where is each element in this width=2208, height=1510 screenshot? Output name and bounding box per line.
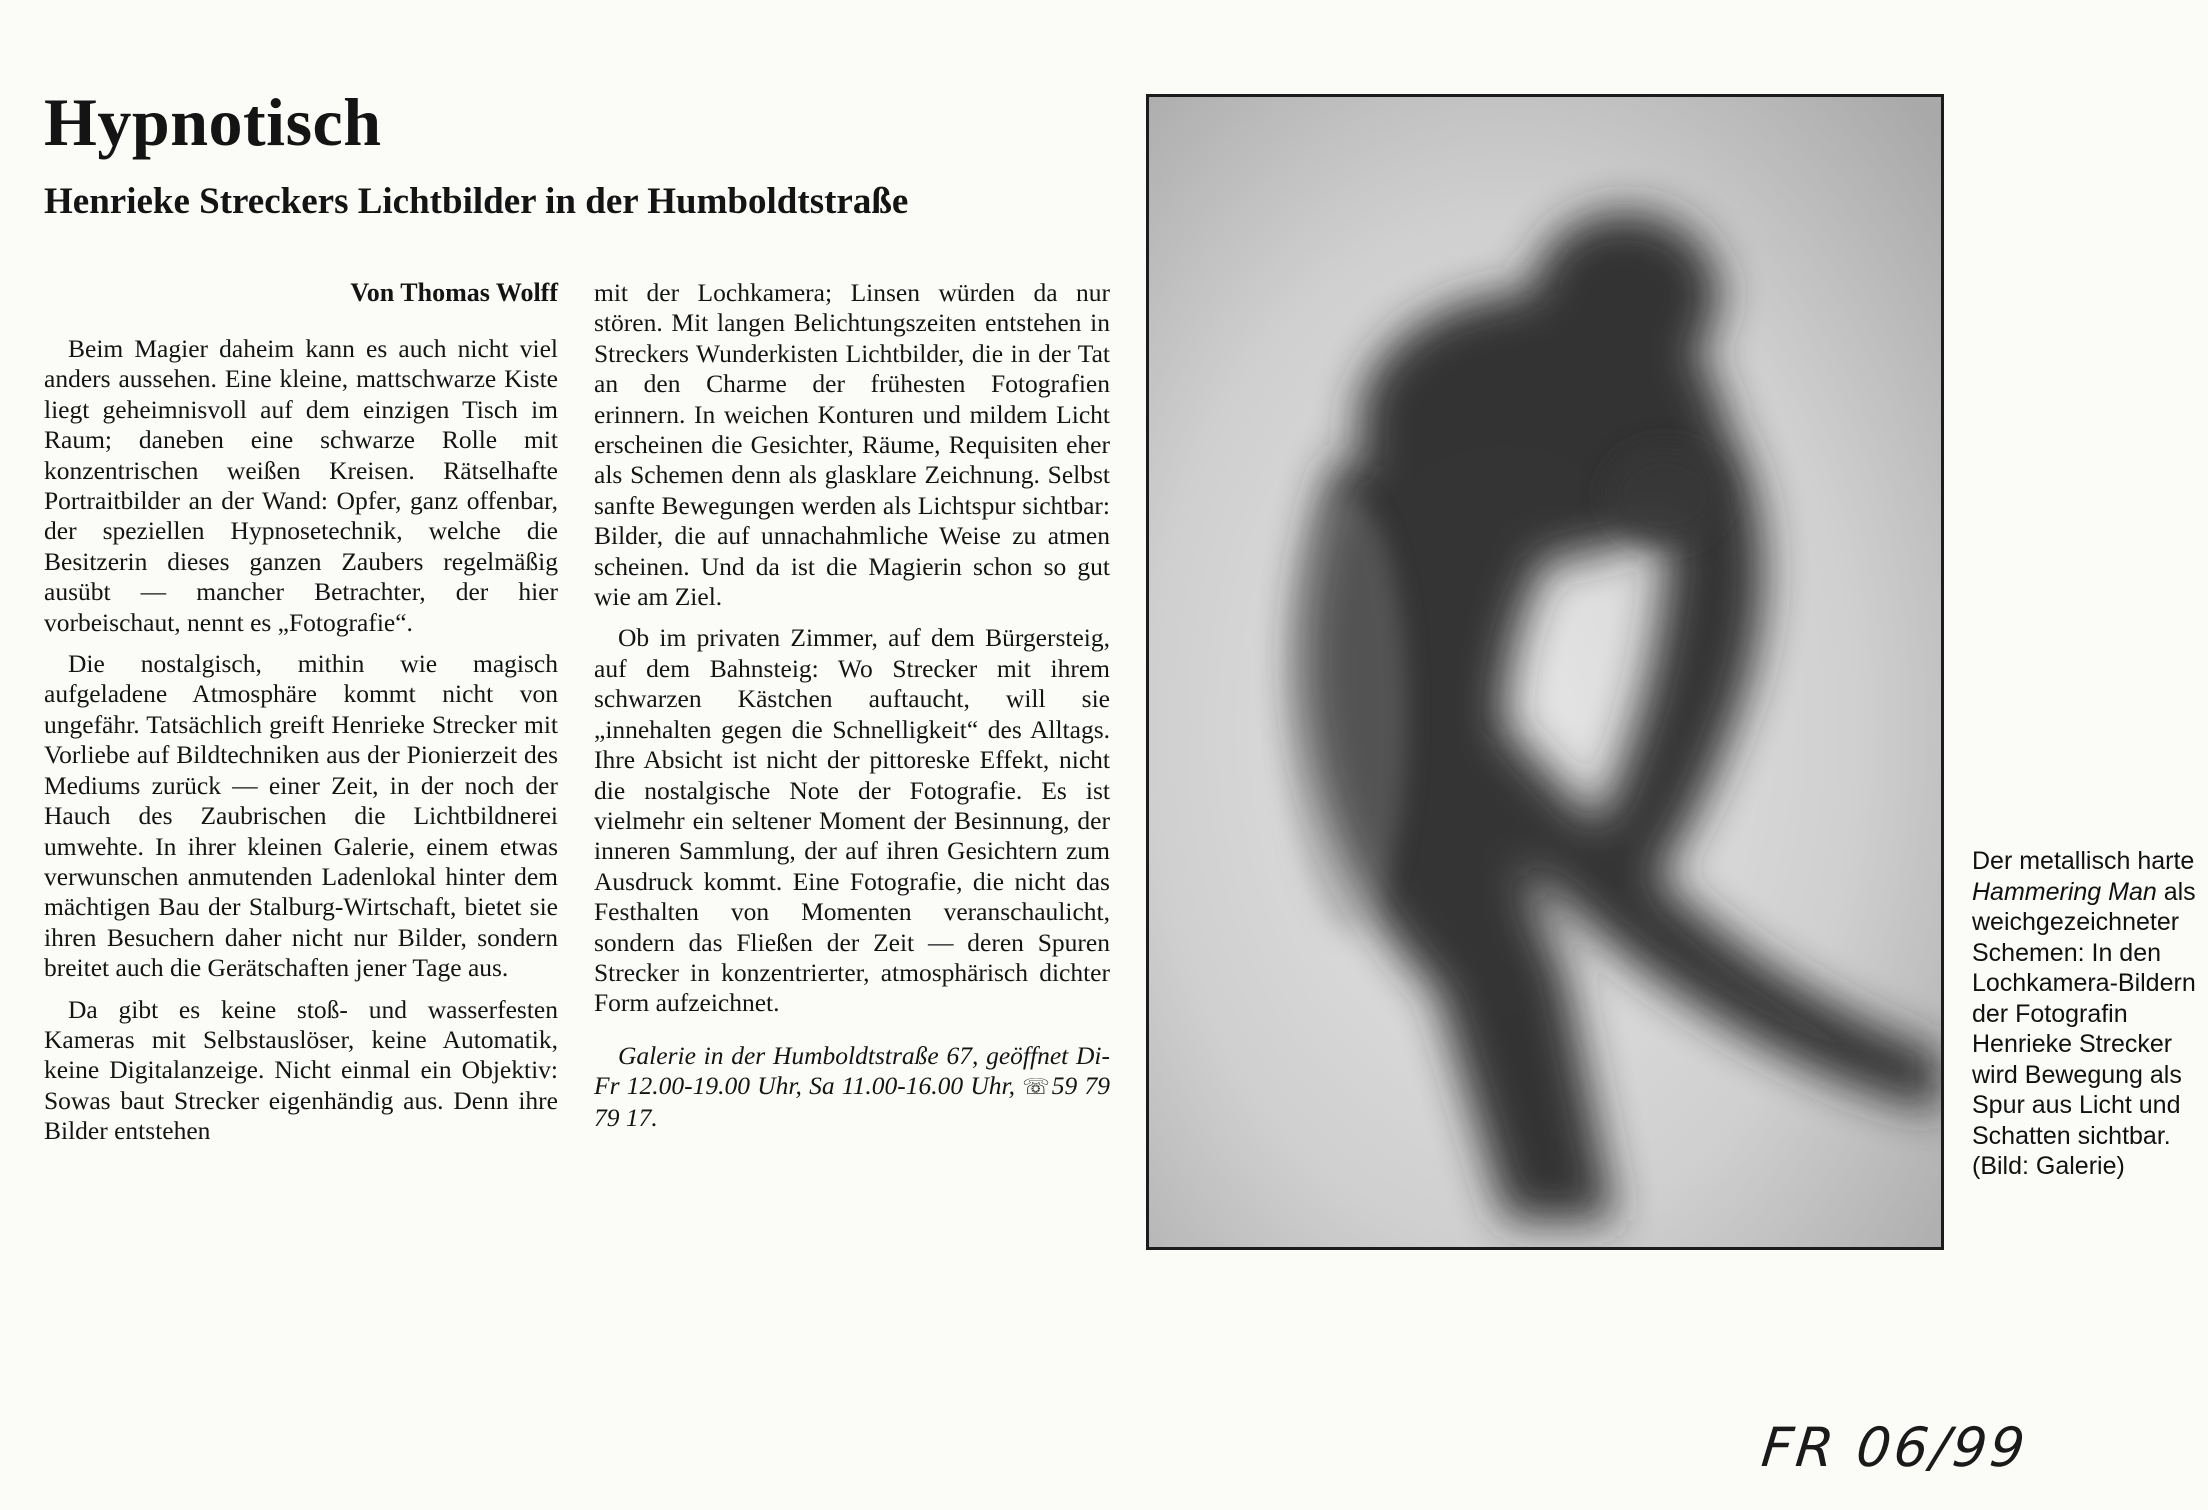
article-paragraph: Ob im privaten Zimmer, auf dem Bürgersteig, auf dem Bahnsteig: Wo Strecker mit ihrem schwarzen Kästchen auftaucht, will sie „innehalten gegen die Schnelligkeit“ des Alltags. Ihre Absicht ist nicht der pittoreske Effekt, nicht die nostalgische Note der Fotografie. Es ist vielmehr ein seltener Moment der Besinnung, der inneren Sammlung, der auf ihren Gesichtern zum Ausdruck kommt. Eine Fotografie, die nicht das Festhalten von Momenten veranschaulicht, sondern das Fließen der Zeit — deren Spuren Strecker in konzentrierter, atmosphärisch dichter Form aufzeichnet. <box>594 623 1110 1018</box>
hammering-man-photo <box>1146 94 1944 1250</box>
photo-credit: (Bild: Galerie) <box>1972 1152 2125 1180</box>
hammering-man-silhouette <box>1149 97 1941 1247</box>
byline: Von Thomas Wolff <box>350 278 558 307</box>
caption-text-before: Der metallisch harte <box>1972 847 2195 875</box>
article-paragraph: Da gibt es keine stoß- und wasserfesten Kameras mit Selbstauslöser, keine Automatik, keine Digitalanzeige. Nicht einmal ein Objektiv: Sowas baut Strecker eigenhändig aus. Denn ihre Bilder entstehen <box>44 994 558 1146</box>
caption-text-after: als weichgezeichneter Schemen: In den Lochkamera-Bildern der Fotografin Henrieke Strecker wird Bewegung als Spur aus Licht und Schatten sichtbar. <box>1972 877 2196 1150</box>
article-paragraph: Beim Magier daheim kann es auch nicht viel anders aussehen. Eine kleine, mattschwarze Kiste liegt geheimnisvoll auf dem einzigen Tisch im Raum; daneben eine schwarze Rolle mit konzentrischen weißen Kreisen. Rätselhafte Portraitbilder an der Wand: Opfer, ganz offenbar, der speziellen Hypnosetechnik, welche die Besitzerin dieses ganzen Zaubers regelmäßig ausübt — mancher Betrachter, der hier vorbeischaut, nennt es „Fotografie“. <box>44 334 558 637</box>
subheadline: Henrieke Streckers Lichtbilder in der Humboldtstraße <box>44 181 909 222</box>
article-paragraph: mit der Lochkamera; Linsen würden da nur stören. Mit langen Belichtungszeiten entstehen in Streckers Wunderkisten Lichtbilder, die in der Tat an den Charme der frühesten Fotografien erinnern. In weichen Konturen und mildem Licht erscheinen die Gesichter, Räume, Requisiten eher als Schemen denn als glasklare Zeichnung. Selbst sanfte Bewegungen werden als Lichtspur sichtbar: Bilder, die auf unnachahmliche Weise zu atmen scheinen. Und da ist die Magierin schon so gut wie am Ziel. <box>594 278 1110 612</box>
article-column-2 <box>594 278 1110 1133</box>
gallery-info-text: Galerie in der Humboldtstraße 67, geöffnet Di-Fr 12.00-19.00 Uhr, Sa 11.00-16.00 Uhr, <box>594 1040 1110 1101</box>
photo-caption <box>1972 846 2202 1182</box>
telephone-icon: ☏ <box>1022 1074 1050 1100</box>
article-column-1 <box>44 334 558 1147</box>
caption-italic-title: Hammering Man <box>1972 877 2157 906</box>
gallery-info <box>594 1041 1110 1133</box>
headline: Hypnotisch <box>44 84 382 160</box>
phone-number: 59 79 79 17. <box>594 1071 1110 1132</box>
handwritten-source-note: FR 06/99 <box>1758 1416 2031 1479</box>
article-paragraph: Die nostalgisch, mithin wie magisch aufgeladene Atmosphäre kommt nicht von ungefähr. Tatsächlich greift Henrieke Strecker mit Vorliebe auf Bildtechniken aus der Pionierzeit des Mediums zurück — einer Zeit, in der noch der Hauch des Zaubrischen die Lichtbildnerei umwehte. In ihrer kleinen Galerie, einem etwas verwunschen anmutenden Ladenlokal hinter dem mächtigen Bau der Stalburg-Wirtschaft, bietet sie ihren Besuchern daher nicht nur Bilder, sondern breitet auch die Gerätschaften jener Tage aus. <box>44 649 558 983</box>
